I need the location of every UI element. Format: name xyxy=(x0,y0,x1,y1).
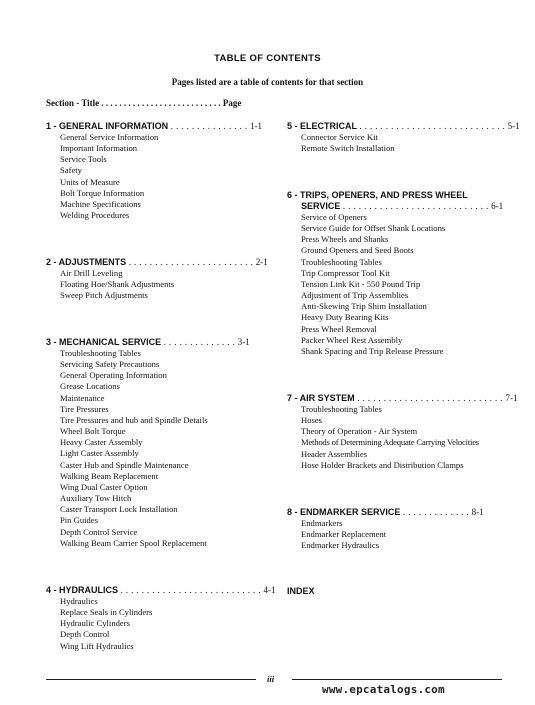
section-page: 4-1 xyxy=(263,585,276,595)
list-item: Depth Control xyxy=(60,629,110,640)
leader-dots: . . . . . . . . . . . . . . . . . . . . . . . . . . . . xyxy=(357,393,503,403)
section-page: 1-1 xyxy=(250,121,263,131)
section-title: 3 - MECHANICAL SERVICE xyxy=(46,337,162,347)
list-item: Machine Specifications xyxy=(60,198,141,209)
section-page: 3-1 xyxy=(237,337,250,347)
section-items xyxy=(287,212,507,357)
toc-section-6 xyxy=(287,190,507,357)
list-item: Shank Spacing and Trip Release Pressure xyxy=(301,345,444,356)
list-item: Troubleshooting Tables xyxy=(60,348,141,358)
toc-section-4 xyxy=(46,585,276,652)
list-item: Service of Openers xyxy=(301,212,367,222)
section-items xyxy=(46,348,264,549)
list-item: Tension Link Kit - 550 Pound Trip xyxy=(301,278,421,289)
section-column-header: Section - Title . . . . . . . . . . . . . . . . . . . . . . . . . . . Page xyxy=(46,98,242,108)
section-title: 5 - ELECTRICAL xyxy=(287,121,357,131)
section-heading[interactable] xyxy=(287,121,520,132)
leader-dots: . . . . . . . . . . . . . . xyxy=(163,337,236,347)
section-title: 7 - AIR SYSTEM xyxy=(287,393,355,403)
list-item: Units of Measure xyxy=(60,176,120,187)
list-item: Heavy Duty Bearing Kits xyxy=(301,312,389,323)
list-item: Walking Beam Carrier Spool Replacement xyxy=(60,537,207,548)
section-page: 7-1 xyxy=(505,393,518,403)
list-item: Hose Holder Brackets and Distribution Clamps xyxy=(301,459,464,470)
list-item: Safety xyxy=(60,165,82,176)
page-number: iii xyxy=(267,674,275,684)
section-title: 6 - TRIPS, OPENERS, AND PRESS WHEEL xyxy=(287,190,468,200)
list-item: Theory of Operation - Air System xyxy=(301,426,418,437)
list-item: Pin Guides xyxy=(60,515,98,526)
section-heading[interactable] xyxy=(46,337,264,348)
leader-dots: . . . . . . . . . . . . . xyxy=(402,507,470,517)
section-page: 8-1 xyxy=(471,507,484,517)
leader-dots: . . . . . . . . . . . . . . . . . . . . . . . . xyxy=(128,257,254,267)
toc-section-1 xyxy=(46,121,264,221)
list-item: Servicing Safety Precautions xyxy=(60,359,160,370)
list-item: Replace Seals in Cylinders xyxy=(60,607,153,618)
section-title: SERVICE xyxy=(301,201,341,211)
list-item: Connector Service Kit xyxy=(301,132,378,142)
list-item: Press Wheel Removal xyxy=(301,323,377,334)
leader-dots: . . . . . . . . . . . . . . . xyxy=(170,121,248,131)
list-item: Depth Control Service xyxy=(60,526,138,537)
section-heading[interactable] xyxy=(46,257,268,268)
section-page: 5-1 xyxy=(507,121,520,131)
section-title: 8 - ENDMARKER SERVICE xyxy=(287,507,401,517)
list-item: Hydraulic Cylinders xyxy=(60,618,130,629)
toc-section-2 xyxy=(46,257,268,301)
list-item: Walking Beam Replacement xyxy=(60,470,159,481)
section-items xyxy=(46,596,264,652)
list-item: Header Assemblies xyxy=(301,448,368,459)
list-item: Tire Pressures xyxy=(60,403,109,414)
section-items xyxy=(46,132,264,221)
toc-section-5 xyxy=(287,121,520,154)
list-item: Endmarker Hydraulics xyxy=(301,540,380,551)
list-item: Endmarker Replacement xyxy=(301,529,387,540)
list-item: Light Caster Assembly xyxy=(60,448,139,459)
list-item: Adjustment of Trip Assemblies xyxy=(301,290,409,301)
section-heading-continued[interactable] xyxy=(287,201,507,212)
page-subtitle: Pages listed are a table of contents for that section xyxy=(171,77,364,87)
list-item: Wing Lift Hydraulics xyxy=(60,640,134,651)
list-item: Caster Transport Lock Installation xyxy=(60,504,178,515)
list-item: Troubleshooting Tables xyxy=(301,256,382,267)
list-item: Endmarkers xyxy=(301,518,343,528)
list-item: Service Tools xyxy=(60,154,107,165)
list-item: Grease Locations xyxy=(60,381,120,392)
list-item: Service Guide for Offset Shank Locations xyxy=(301,223,446,234)
list-item: General Service Information xyxy=(60,132,159,142)
list-item: Press Wheels and Shanks xyxy=(301,234,389,245)
list-item: Hoses xyxy=(301,415,323,426)
section-page: 2-1 xyxy=(255,257,268,267)
list-item: Wheel Bolt Torque xyxy=(60,426,126,437)
list-item: Hydraulics xyxy=(60,596,98,606)
list-item: Caster Hub and Spindle Maintenance xyxy=(60,459,189,470)
toc-section-index xyxy=(287,586,507,597)
list-item: Sweep Pitch Adjustments xyxy=(60,290,148,301)
list-item: Troubleshooting Tables xyxy=(301,404,382,414)
section-items xyxy=(287,132,507,154)
list-item: Welding Procedures xyxy=(60,210,130,221)
list-item: Maintenance xyxy=(60,392,105,403)
watermark: www.epcatalogs.com xyxy=(322,683,445,696)
section-heading[interactable] xyxy=(287,393,518,404)
list-item: Floating Hoe/Shank Adjustments xyxy=(60,279,175,290)
list-item: Important Information xyxy=(60,143,138,154)
section-title: 4 - HYDRAULICS xyxy=(46,585,119,595)
list-item: Methods of Determining Adequate Carrying Velocities xyxy=(301,437,479,448)
section-heading[interactable] xyxy=(46,585,276,596)
list-item: General Operating Information xyxy=(60,370,167,381)
list-item: Tire Pressures and hub and Spindle Details xyxy=(60,414,208,425)
section-heading[interactable] xyxy=(287,586,507,597)
list-item: Trip Compressor Tool Kit xyxy=(301,267,390,278)
list-item: Heavy Caster Assembly xyxy=(60,437,143,448)
section-items xyxy=(287,404,507,471)
leader-dots: . . . . . . . . . . . . . . . . . . . . . . . . . . . . xyxy=(359,121,506,131)
toc-section-7 xyxy=(287,393,518,471)
list-item: Wing Dual Caster Option xyxy=(60,481,148,492)
section-items xyxy=(287,518,507,551)
toc-section-8 xyxy=(287,507,507,551)
section-title: 1 - GENERAL INFORMATION xyxy=(46,121,169,131)
toc-section-3 xyxy=(46,337,264,549)
footer-rule-right xyxy=(292,679,502,680)
section-heading[interactable] xyxy=(46,121,264,132)
section-items xyxy=(46,268,264,301)
section-heading[interactable] xyxy=(287,190,507,201)
section-page: 6-1 xyxy=(491,201,504,211)
section-heading[interactable] xyxy=(287,507,507,518)
list-item: Air Drill Leveling xyxy=(60,268,123,278)
list-item: Anti-Skewing Trip Shim Installation xyxy=(301,301,427,312)
section-title: INDEX xyxy=(287,586,315,596)
page-title: TABLE OF CONTENTS xyxy=(214,53,321,64)
section-title: 2 - ADJUSTMENTS xyxy=(46,257,127,267)
leader-dots: . . . . . . . . . . . . . . . . . . . . . . . . . . . xyxy=(120,585,261,595)
footer-rule-left xyxy=(46,679,256,680)
list-item: Bolt Torque Information xyxy=(60,187,145,198)
list-item: Remote Switch Installation xyxy=(301,143,395,154)
list-item: Ground Openers and Seed Boots xyxy=(301,245,414,256)
leader-dots: . . . . . . . . . . . . . . . . . . . . . . . . . . . . xyxy=(342,201,489,211)
list-item: Auxiliary Tow Hitch xyxy=(60,493,132,504)
list-item: Packer Wheel Rest Assembly xyxy=(301,334,403,345)
